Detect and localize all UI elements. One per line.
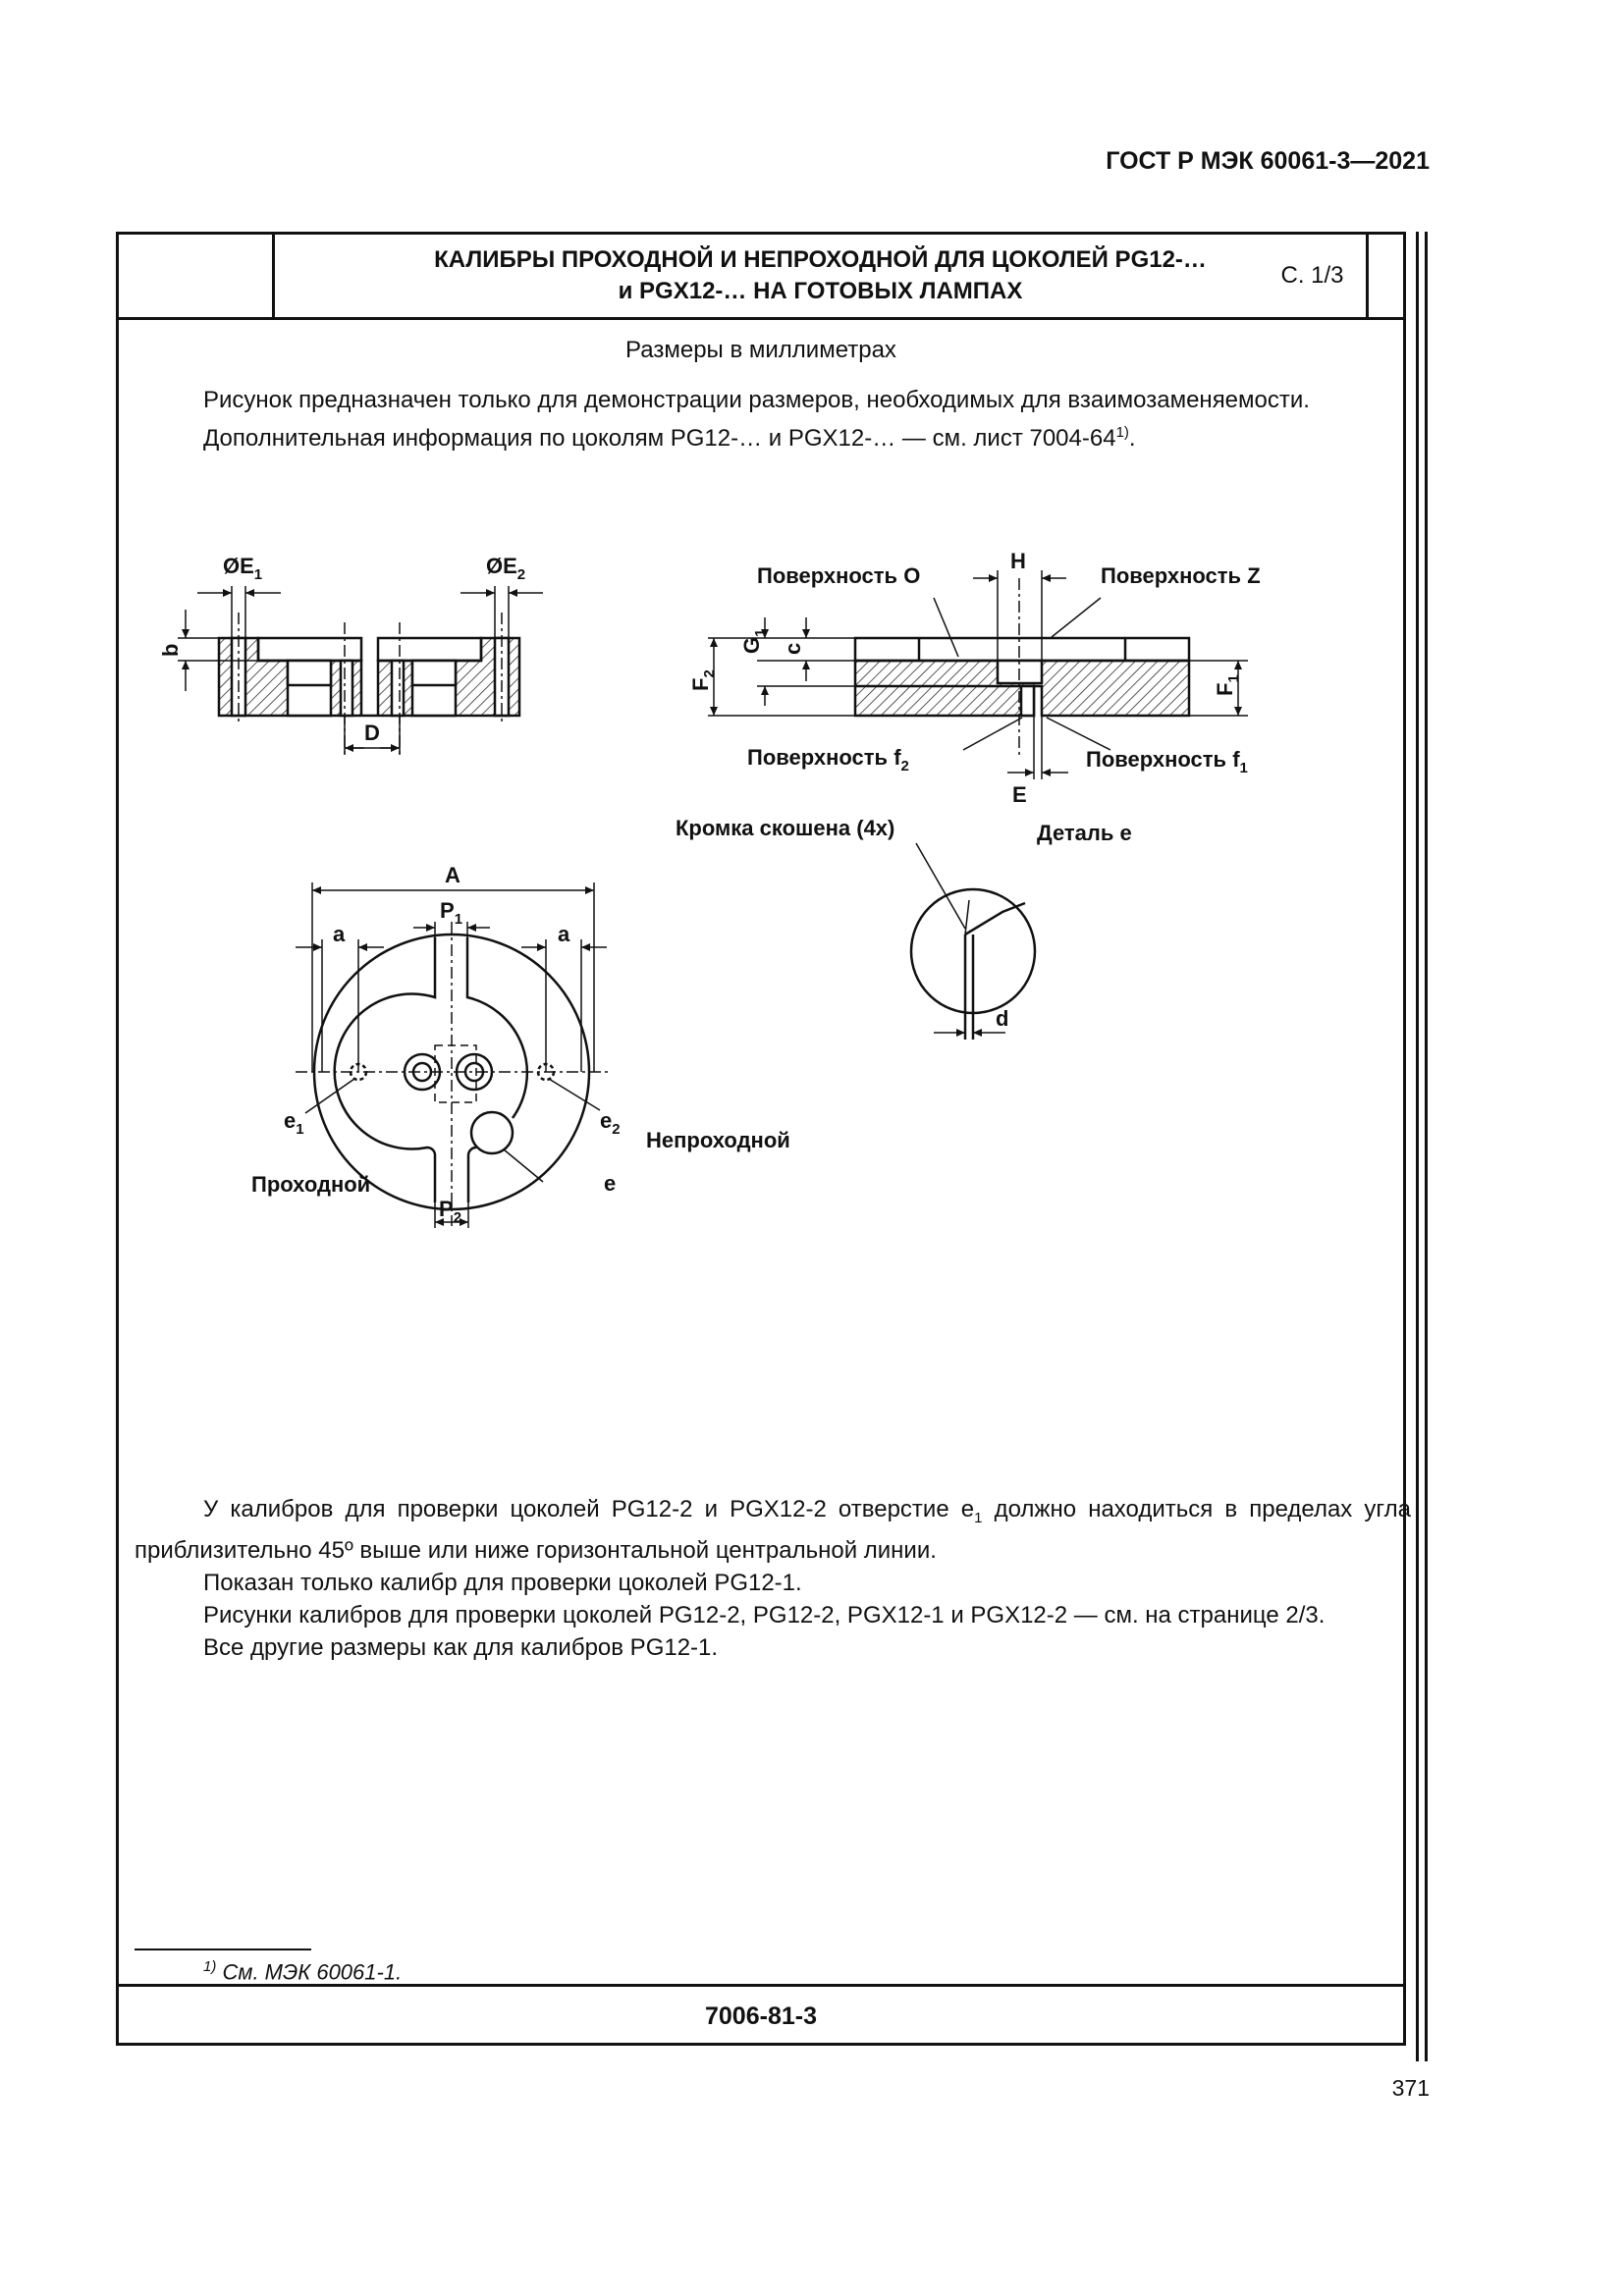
frame-double-line-1: [1416, 232, 1419, 2061]
footnote-ref: 1): [1115, 424, 1129, 441]
svg-text:Поверхность f2: [747, 745, 909, 774]
hole-e1-sub: 1: [296, 1121, 304, 1138]
dim-b-label: b: [158, 643, 183, 657]
intro-paragraph-1: Рисунок предназначен только для демонстрации размеров, необходимых для взаимозаменяемости.: [203, 387, 1310, 413]
dim-f1-label: F: [1213, 682, 1237, 696]
sheet-title-line-2: и PGX12-… НА ГОТОВЫХ ЛАМПАХ: [618, 278, 1023, 304]
footnote-text: См. МЭК 60061-1.: [222, 1959, 403, 1985]
dim-e-label: E: [1012, 782, 1027, 807]
surface-o-label: Поверхность O: [757, 563, 921, 588]
dim-p2-sub: 2: [453, 1209, 462, 1226]
dim-g1-label: G: [739, 636, 764, 654]
sheet-number: С. 1/3: [1280, 262, 1344, 289]
surface-f2-sub: 2: [900, 758, 909, 774]
dim-d-label: D: [364, 721, 380, 745]
cross-section-left: [219, 638, 519, 716]
cross-section-right: [855, 638, 1189, 716]
surface-f2-label: Поверхность f: [747, 745, 901, 770]
svg-text:ØE2: [486, 554, 525, 583]
hole-e2-sub: 2: [612, 1121, 621, 1138]
dim-d-small-label: d: [996, 1006, 1009, 1031]
footnote-separator: [135, 1949, 311, 1950]
page-number: 371: [1391, 2075, 1430, 2101]
note-1-sub: 1: [974, 1509, 983, 1526]
sheet-code: 7006-81-3: [119, 1984, 1403, 2046]
dim-c-label: c: [781, 642, 805, 655]
sheet-frame: [116, 232, 1411, 2046]
dim-f1-sub: 1: [1225, 674, 1242, 683]
footnote: [203, 1958, 402, 1985]
hole-e2-label: e: [600, 1108, 613, 1133]
dim-f2-sub: 2: [701, 669, 718, 678]
hole-e-label: e: [604, 1171, 617, 1196]
svg-text:G1: [739, 629, 769, 654]
pass-label: Проходной: [251, 1172, 371, 1197]
dim-g1-sub: 1: [752, 628, 769, 637]
note-paragraph-2: Показан только калибр для проверки цоколей PG12-1.: [203, 1569, 802, 1596]
sheet-title-line-1: КАЛИБРЫ ПРОХОДНОЙ И НЕПРОХОДНОЙ ДЛЯ ЦОКОЛЕЙ PG12-…: [434, 246, 1207, 273]
svg-text:e2: [600, 1108, 621, 1138]
dim-f2-label: F: [688, 677, 713, 691]
plan-view-labels: [251, 816, 1132, 1226]
sheet-title: [275, 235, 1369, 317]
nopass-label: Непроходной: [646, 1128, 790, 1152]
note-paragraph-1: [135, 1493, 1411, 1567]
detail-e-label: Деталь е: [1037, 821, 1132, 845]
dim-a-upper-label: A: [445, 863, 460, 887]
dim-e2-sub: 2: [516, 566, 526, 583]
plan-view-dimensions: [296, 843, 1035, 1228]
dim-p1-sub: 1: [454, 911, 463, 928]
title-block: [119, 235, 1403, 320]
dim-e2-label: ØE: [486, 554, 517, 578]
surface-f1-sub: 1: [1239, 760, 1248, 776]
dim-e1-label: ØE: [223, 554, 254, 578]
intro-paragraph-2: [135, 416, 1411, 454]
footnote-mark: 1): [203, 1958, 217, 1975]
gauge-drawings: [119, 500, 1403, 1481]
dim-p2-label: P: [439, 1197, 454, 1221]
chamfer-label: Кромка скошена (4x): [676, 816, 895, 840]
dim-a-right-label: a: [558, 922, 570, 946]
note-paragraph-3: Рисунки калибров для проверки цоколей PG12-2, PG12-2, PGX12-1 и PGX12-2 — см. на странице 2/3.: [203, 1601, 1326, 1629]
note-1-a: У калибров для проверки цоколей PG12-2 и PGX12-2 отверстие е: [203, 1496, 975, 1522]
units-note: Размеры в миллиметрах: [625, 337, 896, 363]
dim-e1-sub: 1: [253, 566, 263, 583]
svg-text:e1: [284, 1108, 304, 1138]
dim-h-label: H: [1010, 549, 1026, 573]
note-paragraph-4: Все другие размеры как для калибров PG12-1.: [203, 1633, 719, 1661]
standard-designation: ГОСТ Р МЭК 60061-3—2021: [1106, 147, 1430, 175]
intro-paragraph-2-end: .: [1128, 425, 1136, 452]
intro-paragraph-2-text: Дополнительная информация по цоколям PG12-… и PGX12-… — см. лист 7004-64: [203, 425, 1116, 452]
dim-a-left-label: a: [333, 922, 346, 946]
frame-double-line-2: [1425, 232, 1428, 2061]
dim-p1-label: P: [440, 898, 455, 923]
svg-text:Поверхность f1: [1086, 747, 1248, 776]
surface-f1-label: Поверхность f: [1086, 747, 1240, 772]
svg-text:ØE1: [223, 554, 262, 583]
notes-text: [135, 1493, 1411, 1664]
intro-text: [135, 384, 1411, 454]
surface-z-label: Поверхность Z: [1101, 563, 1261, 588]
hole-e1-label: e: [284, 1108, 297, 1133]
title-block-blank-cell: [119, 235, 275, 317]
note-1-b: должно находиться в пределах угла приблизительно 45º выше или ниже горизонтальной центральной линии.: [135, 1496, 1411, 1564]
